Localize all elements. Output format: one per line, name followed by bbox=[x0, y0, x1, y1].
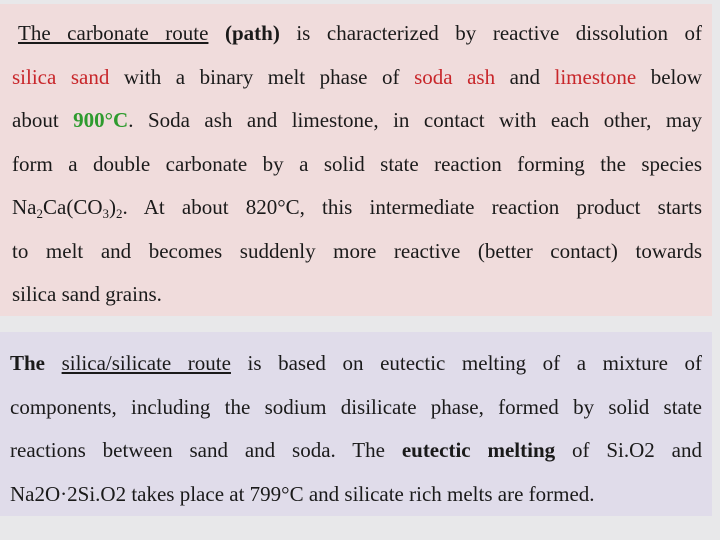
carbonate-text: . Soda ash and limestone, in contact with each other, may bbox=[128, 108, 702, 132]
eutectic-melting-highlight: eutectic melting bbox=[401, 438, 556, 462]
formula-sub: 2 bbox=[116, 206, 123, 221]
carbonate-text: about bbox=[12, 108, 74, 132]
silicate-line-3 bbox=[10, 429, 702, 473]
path-label: (path) bbox=[208, 21, 280, 45]
silicate-text: reactions between sand and soda. The bbox=[10, 438, 402, 462]
formula-ca: Ca(CO bbox=[43, 195, 103, 219]
formula-sub: 2 bbox=[36, 206, 43, 221]
carbonate-line-4: form a double carbonate by a solid state reaction forming the species bbox=[12, 151, 702, 176]
carbonate-text: . At about 820°C, this intermediate reaction product starts bbox=[122, 195, 702, 219]
silicate-route-title: silica/silicate route bbox=[61, 351, 231, 375]
silicate-the: The bbox=[10, 351, 46, 375]
carbonate-line-5 bbox=[12, 186, 702, 230]
carbonate-route-title: The carbonate route bbox=[18, 21, 209, 45]
carbonate-text: with a binary melt phase of bbox=[109, 64, 415, 89]
carbonate-text: and bbox=[495, 64, 555, 89]
silicate-route-panel bbox=[0, 332, 712, 516]
space bbox=[45, 351, 62, 375]
carbonate-line-6: to melt and becomes suddenly more reactive (better contact) towards bbox=[12, 238, 702, 263]
carbonate-route-panel bbox=[0, 4, 712, 316]
carbonate-line-2 bbox=[12, 56, 702, 100]
formula-sub: 3 bbox=[102, 206, 109, 221]
limestone-highlight: limestone bbox=[554, 64, 637, 89]
soda-ash-highlight: soda ash bbox=[414, 64, 496, 89]
silicate-text: is based on eutectic melting of a mixture of bbox=[230, 351, 703, 375]
carbonate-line-1 bbox=[12, 12, 702, 56]
silica-sand-highlight: silica sand bbox=[12, 64, 110, 89]
silicate-text: of Si.O2 and bbox=[555, 438, 702, 462]
carbonate-text: is characterized by reactive dissolution of bbox=[279, 21, 702, 45]
carbonate-line-3 bbox=[12, 99, 702, 143]
carbonate-line-7: silica sand grains. bbox=[12, 282, 162, 306]
formula-na: Na bbox=[12, 195, 37, 219]
silicate-line-2: components, including the sodium disilicate phase, formed by solid state bbox=[10, 394, 702, 419]
silicate-line-1 bbox=[10, 342, 702, 386]
silicate-line-4: Na2O·2Si.O2 takes place at 799°C and silicate rich melts are formed. bbox=[10, 481, 595, 506]
temperature-highlight: 900°C bbox=[73, 108, 129, 132]
formula-close: ) bbox=[109, 195, 116, 219]
carbonate-text: below bbox=[636, 64, 703, 89]
